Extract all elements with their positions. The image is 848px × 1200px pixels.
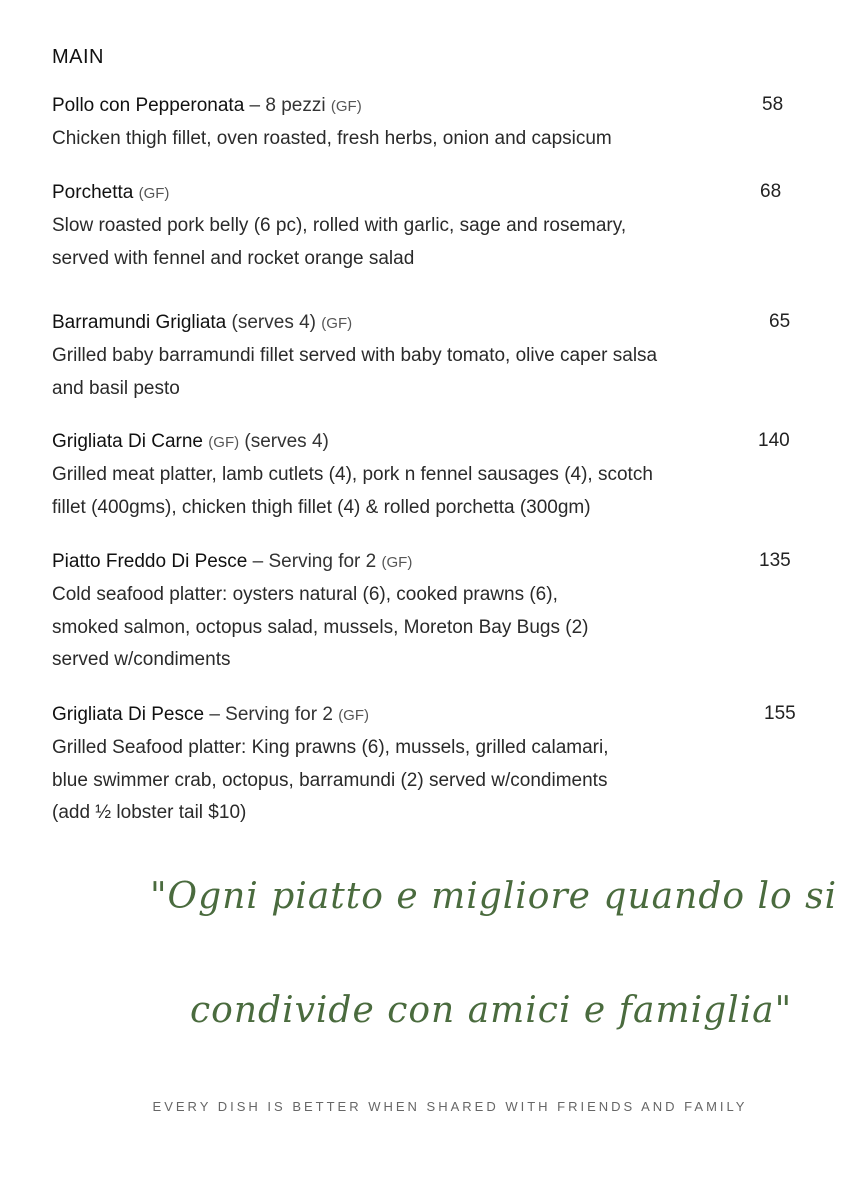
menu-item-name: Grigliata Di Pesce (52, 704, 205, 725)
description-line: Cold seafood platter: oysters natural (6), cooked prawns (6), (52, 584, 558, 605)
description-line: Grilled meat platter, lamb cutlets (4), pork n fennel sausages (4), scotch (52, 464, 653, 485)
menu-item-description (52, 340, 802, 405)
description-line: served with fennel and rocket orange salad (52, 247, 415, 269)
menu-item-title (52, 181, 802, 206)
description-line: Grilled Seafood platter: King prawns (6), mussels, grilled calamari, (52, 737, 609, 758)
footer-tagline: EVERY DISH IS BETTER WHEN SHARED WITH FRIENDS AND FAMILY (152, 1099, 748, 1114)
menu-item (52, 94, 802, 156)
menu-item-title (52, 703, 802, 728)
menu-item (52, 430, 802, 524)
menu-item (52, 550, 802, 677)
description-line: served w/condiments (52, 649, 231, 670)
menu-item-description (52, 123, 802, 156)
menu-item-extra: (serves 4) (239, 431, 329, 452)
gluten-free-badge: (GF) (330, 98, 362, 115)
menu-item-price: 140 (758, 430, 790, 451)
quote-line-1: "Ogni piatto e migliore quando lo si (150, 876, 838, 917)
description-line: Grilled baby barramundi fillet served with baby tomato, olive caper salsa (52, 345, 658, 366)
menu-item-price: 155 (764, 703, 796, 724)
gluten-free-badge: (GF) (321, 315, 353, 332)
menu-item-name: Barramundi Grigliata (52, 312, 227, 333)
description-line: and basil pesto (52, 377, 180, 399)
menu-item-title (52, 430, 802, 455)
gluten-free-badge: (GF) (138, 185, 170, 202)
menu-item-price: 58 (762, 94, 784, 115)
menu-item-name: Pollo con Pepperonata (52, 95, 245, 116)
gluten-free-badge: (GF) (338, 707, 370, 724)
menu-item-price: 65 (769, 311, 791, 332)
menu-item-title (52, 94, 802, 119)
menu-item-serving: – 8 pezzi (244, 95, 331, 116)
menu-item-price: 68 (760, 181, 782, 202)
menu-item-title (52, 311, 802, 336)
menu-item-serving: – Serving for 2 (204, 704, 339, 725)
menu-item-name: Grigliata Di Carne (52, 431, 203, 452)
description-line: Chicken thigh fillet, oven roasted, fresh herbs, onion and capsicum (52, 128, 612, 149)
menu-item-description (52, 210, 802, 275)
section-heading: MAIN (52, 46, 104, 68)
description-line: smoked salmon, octopus salad, mussels, Moreton Bay Bugs (2) (52, 616, 589, 638)
gluten-free-badge: (GF) (208, 434, 240, 451)
menu-item-description (52, 459, 802, 524)
menu-item-price: 135 (759, 550, 791, 571)
menu-item-title (52, 550, 802, 575)
menu-item (52, 311, 802, 405)
menu-item-description (52, 579, 802, 677)
description-line: (add ½ lobster tail $10) (52, 802, 247, 823)
menu-item-description (52, 732, 802, 830)
menu-item (52, 181, 802, 275)
description-line: blue swimmer crab, octopus, barramundi (2) served w/condiments (52, 769, 608, 791)
menu-item-serving: – Serving for 2 (247, 551, 382, 572)
description-line: fillet (400gms), chicken thigh fillet (4) & rolled porchetta (300gm) (52, 496, 591, 518)
description-line: Slow roasted pork belly (6 pc), rolled with garlic, sage and rosemary, (52, 215, 627, 236)
quote-line-2: condivide con amici e famiglia" (190, 990, 793, 1031)
menu-item-serving: (serves 4) (226, 312, 322, 333)
menu-item-name: Porchetta (52, 182, 134, 203)
menu-item (52, 703, 802, 830)
gluten-free-badge: (GF) (381, 554, 413, 571)
menu-item-name: Piatto Freddo Di Pesce (52, 551, 248, 572)
